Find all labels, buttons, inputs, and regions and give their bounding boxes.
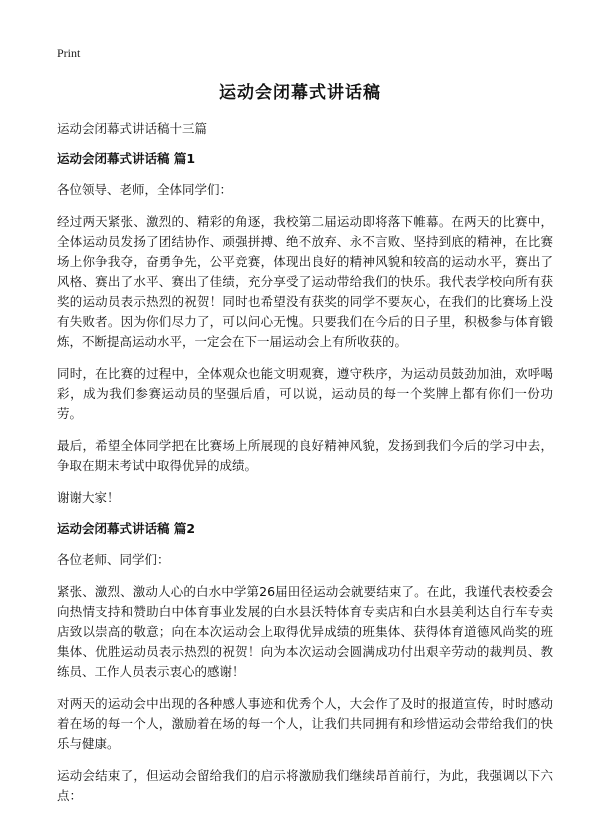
section-1-paragraph-2: 同时，在比赛的过程中，全体观众也能文明观赛，遵守秩序，为运动员鼓劲加油，欢呼喝彩，成为我们参赛运动员的坚强后盾，可以说，运动员的每一个奖牌上都有你们一份功劳。 (57, 366, 553, 421)
section-2-paragraph-3: 运动会结束了，但运动会留给我们的启示将激励我们继续昂首前行，为此，我强调以下六点： (57, 768, 553, 803)
section-1-paragraph-1: 经过两天紧张、激烈的、精彩的角逐，我校第二届运动即将落下帷幕。在两天的比赛中，全体运动员发扬了团结协作、顽强拼搏、绝不放弃、永不言败、坚持到底的精神，在比赛场上你争我夺，奋勇争先，公平竞赛，体现出良好的精神风貌和较高的运动水平，赛出了风格、赛出了水平、赛出了佳绩，充分享受了运动带给我们的快乐。我代表学校向所有获奖的运动员表示热烈的祝贺！同时也希望没有获奖的同学不要灰心，在我们的比赛场上没有失败者。因为你们尽力了，可以问心无愧。只要我们在今后的日子里，积极参与体育锻炼，不断提高运动水平，一定会在下一届运动会上有所收获的。 (57, 214, 553, 349)
section-heading-1: 运动会闭幕式讲话稿 篇1 (57, 151, 196, 166)
section-2-paragraph-1: 紧张、激烈、激动人心的白水中学第26届田径运动会就要结束了。在此，我谨代表校委会向热情支持和赞助白中体育事业发展的白水县沃特体育专卖店和白水县美利达自行车专卖店致以崇高的敬意；向在本次运动会上取得优异成绩的班集体、获得体育道德风尚奖的班集体、优胜运动员表示热烈的祝贺！向为本次运动会圆满成功付出艰辛劳动的裁判员、教练员、工作人员表示衷心的感谢！ (57, 584, 553, 679)
section-2-paragraph-2: 对两天的运动会中出现的各种感人事迹和优秀个人，大会作了及时的报道宣传，时时感动着在场的每一个人，激励着在场的每一个人，让我们共同拥有和珍惜运动会带给我们的快乐与健康。 (57, 696, 553, 751)
section-1-closing: 谢谢大家！ (57, 490, 120, 505)
section-2-greeting: 各位老师、同学们： (57, 552, 170, 567)
document-title: 运动会闭幕式讲话稿 (219, 83, 381, 103)
section-1-paragraph-3: 最后，希望全体同学把在比赛场上所展现的良好精神风貌，发扬到我们今后的学习中去，争取在期末考试中取得优异的成绩。 (57, 438, 553, 473)
section-heading-2: 运动会闭幕式讲话稿 篇2 (57, 521, 196, 536)
document-body (57, 150, 553, 818)
document-subtitle: 运动会闭幕式讲话稿十三篇 (57, 121, 208, 136)
print-label[interactable]: Print (57, 46, 81, 60)
section-1-greeting: 各位领导、老师，全体同学们： (57, 182, 233, 197)
